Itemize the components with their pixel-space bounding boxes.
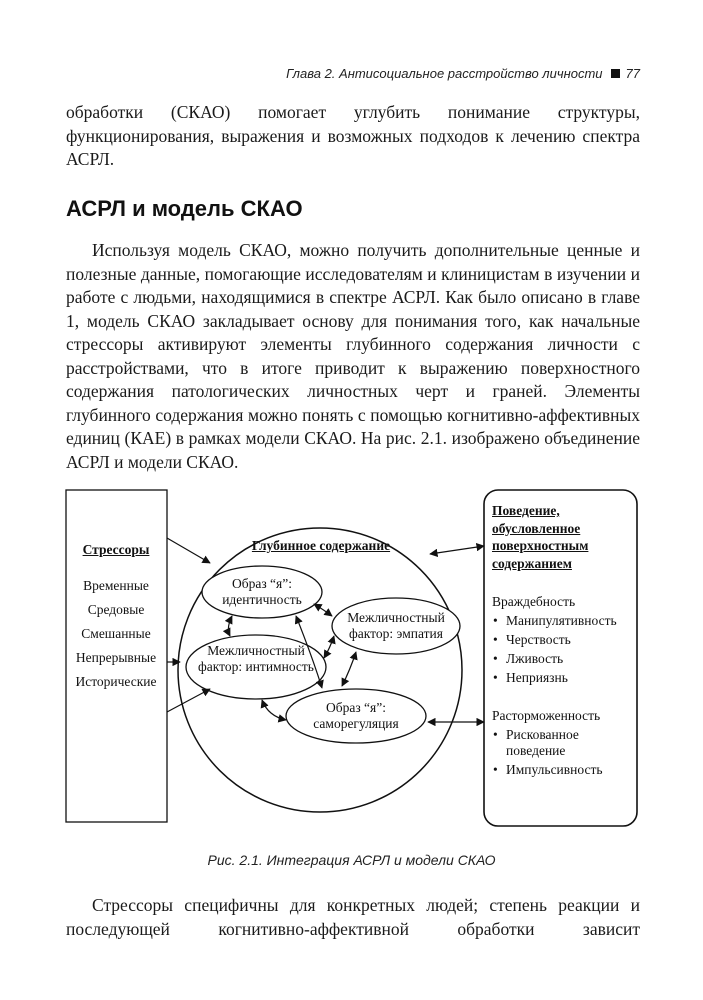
stressor-item: Временные xyxy=(83,578,149,593)
node-selfregulation: Образ “я”: саморегуляция xyxy=(313,700,399,731)
stressor-item: Средовые xyxy=(87,602,145,617)
stressor-item: Непрерывные xyxy=(75,650,157,665)
node-identity: Образ “я”: идентичность xyxy=(222,576,302,607)
arrow-stressors-top xyxy=(167,538,210,563)
stressor-item: Смешанные xyxy=(81,626,151,641)
list-item: • Лживость xyxy=(492,651,642,667)
intro-paragraph: обработки (СКАО) помогает углубить понимание структуры, функционирования, выражения и возможных подходов к лечению спектра АСРЛ. xyxy=(66,102,640,169)
group-label: Враждебность xyxy=(492,594,576,609)
behavior-group-disinhibition xyxy=(492,708,642,778)
behavior-title-line: поверхностным xyxy=(492,538,589,553)
main-paragraph: Используя модель СКАО, можно получить дополнительные ценные и полезные данные, помогающие исследователям и клиницистам в изучении и работе с людьми, находящимися в спектре АСРЛ. Как было описано в главе 1, модель СКАО закладывает основу для понимания того, как начальные стрессоры активируют элементы глубинного содержания личности с расстройствами, что в итоге приводит к выражению поверхностного содержания патологических личностных черт и граней. Элементы глубинного содержания можно понять с помощью когнитивно-аффективных единиц (КАЕ) в рамках модели СКАО. На рис. 2.1. изображено объединение АСРЛ и модели СКАО. xyxy=(66,240,640,472)
link-empathy-selfregulation xyxy=(342,652,356,686)
link-identity-intimacy xyxy=(228,616,232,636)
link-intimacy-selfregulation xyxy=(262,700,286,720)
hostility-list xyxy=(492,613,642,686)
chapter-title: Глава 2. Антисоциальное расстройство личности xyxy=(286,66,603,81)
arrow-stressors-bottom xyxy=(167,689,210,712)
list-item: • Неприязнь xyxy=(492,670,642,686)
list-item: • Черствость xyxy=(492,632,642,648)
behavior-title-line: содержанием xyxy=(492,555,572,571)
stressors-title: Стрессоры xyxy=(82,542,150,557)
running-header xyxy=(0,66,640,81)
figure-caption: Рис. 2.1. Интеграция АСРЛ и модели СКАО xyxy=(207,852,496,868)
node-intimacy: Межличностный фактор: интимность xyxy=(198,643,314,674)
behavior-title-line: Поведение, xyxy=(492,503,560,518)
group-label: Расторможенность xyxy=(492,708,601,723)
list-item: • Рискованное поведение xyxy=(492,727,642,759)
page-number: 77 xyxy=(625,66,640,81)
stressor-item: Исторические xyxy=(75,674,157,689)
closing-paragraph: Стрессоры специфичны для конкретных людей; степень реакции и последующей когнитивно-аффективной обработки зависит xyxy=(66,895,640,939)
link-empathy-intimacy xyxy=(324,636,334,658)
arrow-to-behavior-top xyxy=(430,546,484,554)
square-bullet-icon xyxy=(611,69,620,78)
behavior-group-hostility xyxy=(492,594,642,686)
behavior-title-line: обусловленное xyxy=(492,520,581,536)
behavior-title xyxy=(492,502,632,572)
list-item: • Импульсивность xyxy=(492,762,642,778)
figure-2-1 xyxy=(0,480,703,860)
deep-content-title: Глубинное содержание xyxy=(251,538,391,553)
node-empathy: Межличностный фактор: эмпатия xyxy=(347,610,445,641)
section-heading: АСРЛ и модель СКАО xyxy=(66,196,303,221)
disinhibition-list xyxy=(492,727,642,778)
list-item: • Манипулятивность xyxy=(492,613,642,629)
